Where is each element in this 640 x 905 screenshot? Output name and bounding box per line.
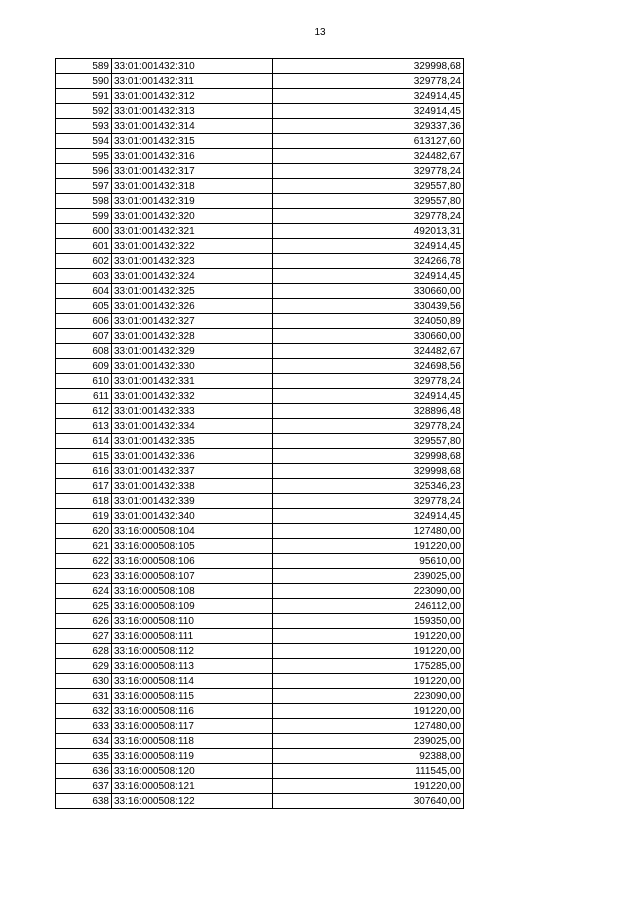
row-number: 630 <box>56 674 112 689</box>
table-row <box>56 254 464 269</box>
cadastral-value: 111545,00 <box>273 764 464 779</box>
table-row <box>56 104 464 119</box>
cadastral-number: 33:16:000508:105 <box>112 539 273 554</box>
cadastral-number: 33:16:000508:114 <box>112 674 273 689</box>
cadastral-value: 246112,00 <box>273 599 464 614</box>
row-number: 614 <box>56 434 112 449</box>
cadastral-value: 330439,56 <box>273 299 464 314</box>
cadastral-number: 33:01:001432:310 <box>112 59 273 74</box>
cadastral-number: 33:01:001432:338 <box>112 479 273 494</box>
row-number: 601 <box>56 239 112 254</box>
row-number: 615 <box>56 449 112 464</box>
row-number: 598 <box>56 194 112 209</box>
cadastral-value: 329778,24 <box>273 419 464 434</box>
row-number: 625 <box>56 599 112 614</box>
cadastral-value: 328896,48 <box>273 404 464 419</box>
table-row <box>56 134 464 149</box>
cadastral-value: 329557,80 <box>273 179 464 194</box>
row-number: 620 <box>56 524 112 539</box>
cadastral-value: 330660,00 <box>273 329 464 344</box>
table-row <box>56 734 464 749</box>
cadastral-number: 33:16:000508:118 <box>112 734 273 749</box>
cadastral-number: 33:01:001432:312 <box>112 89 273 104</box>
cadastral-number: 33:16:000508:120 <box>112 764 273 779</box>
row-number: 635 <box>56 749 112 764</box>
cadastral-number: 33:01:001432:319 <box>112 194 273 209</box>
row-number: 626 <box>56 614 112 629</box>
cadastral-number: 33:01:001432:326 <box>112 299 273 314</box>
table-row <box>56 629 464 644</box>
row-number: 616 <box>56 464 112 479</box>
cadastral-number: 33:01:001432:314 <box>112 119 273 134</box>
cadastral-value: 127480,00 <box>273 719 464 734</box>
cadastral-number: 33:01:001432:321 <box>112 224 273 239</box>
table-row <box>56 419 464 434</box>
row-number: 633 <box>56 719 112 734</box>
table-row <box>56 509 464 524</box>
row-number: 623 <box>56 569 112 584</box>
cadastral-number: 33:16:000508:121 <box>112 779 273 794</box>
cadastral-number: 33:01:001432:331 <box>112 374 273 389</box>
cadastral-value: 329778,24 <box>273 74 464 89</box>
cadastral-value: 191220,00 <box>273 539 464 554</box>
cadastral-number: 33:01:001432:313 <box>112 104 273 119</box>
cadastral-number: 33:01:001432:340 <box>112 509 273 524</box>
table-row <box>56 194 464 209</box>
cadastral-number: 33:01:001432:328 <box>112 329 273 344</box>
table-row <box>56 59 464 74</box>
table-body <box>56 59 464 809</box>
row-number: 634 <box>56 734 112 749</box>
cadastral-value: 613127,60 <box>273 134 464 149</box>
cadastral-value: 329998,68 <box>273 464 464 479</box>
cadastral-number: 33:01:001432:334 <box>112 419 273 434</box>
table-row <box>56 434 464 449</box>
cadastral-number: 33:01:001432:315 <box>112 134 273 149</box>
cadastral-number: 33:16:000508:104 <box>112 524 273 539</box>
cadastral-value: 239025,00 <box>273 569 464 584</box>
row-number: 608 <box>56 344 112 359</box>
cadastral-value: 175285,00 <box>273 659 464 674</box>
page-number: 13 <box>314 27 326 38</box>
cadastral-number: 33:01:001432:339 <box>112 494 273 509</box>
cadastral-value: 324266,78 <box>273 254 464 269</box>
cadastral-number: 33:01:001432:316 <box>112 149 273 164</box>
table-row <box>56 179 464 194</box>
cadastral-number: 33:01:001432:318 <box>112 179 273 194</box>
cadastral-number: 33:16:000508:113 <box>112 659 273 674</box>
cadastral-value: 324482,67 <box>273 149 464 164</box>
cadastral-number: 33:01:001432:324 <box>112 269 273 284</box>
cadastral-number: 33:16:000508:110 <box>112 614 273 629</box>
cadastral-number: 33:01:001432:335 <box>112 434 273 449</box>
cadastral-value: 329337,36 <box>273 119 464 134</box>
table-row <box>56 764 464 779</box>
cadastral-value: 329778,24 <box>273 209 464 224</box>
cadastral-value: 324482,67 <box>273 344 464 359</box>
row-number: 602 <box>56 254 112 269</box>
table-row <box>56 344 464 359</box>
cadastral-value: 159350,00 <box>273 614 464 629</box>
cadastral-value: 92388,00 <box>273 749 464 764</box>
row-number: 604 <box>56 284 112 299</box>
row-number: 594 <box>56 134 112 149</box>
cadastral-value: 329778,24 <box>273 374 464 389</box>
row-number: 632 <box>56 704 112 719</box>
table-row <box>56 209 464 224</box>
cadastral-number: 33:01:001432:336 <box>112 449 273 464</box>
table-row <box>56 659 464 674</box>
table-row <box>56 494 464 509</box>
table-row <box>56 599 464 614</box>
cadastral-number: 33:01:001432:329 <box>112 344 273 359</box>
row-number: 631 <box>56 689 112 704</box>
table-row <box>56 779 464 794</box>
row-number: 607 <box>56 329 112 344</box>
cadastral-value: 325346,23 <box>273 479 464 494</box>
cadastral-value: 324914,45 <box>273 89 464 104</box>
row-number: 618 <box>56 494 112 509</box>
cadastral-number: 33:16:000508:106 <box>112 554 273 569</box>
row-number: 610 <box>56 374 112 389</box>
cadastral-number: 33:16:000508:108 <box>112 584 273 599</box>
cadastral-value: 191220,00 <box>273 674 464 689</box>
table-row <box>56 749 464 764</box>
cadastral-value: 191220,00 <box>273 704 464 719</box>
cadastral-number: 33:01:001432:311 <box>112 74 273 89</box>
row-number: 622 <box>56 554 112 569</box>
cadastral-value: 239025,00 <box>273 734 464 749</box>
table-row <box>56 464 464 479</box>
cadastral-number: 33:01:001432:330 <box>112 359 273 374</box>
cadastral-number: 33:01:001432:332 <box>112 389 273 404</box>
table-row <box>56 239 464 254</box>
row-number: 628 <box>56 644 112 659</box>
cadastral-number: 33:01:001432:337 <box>112 464 273 479</box>
cadastral-number: 33:16:000508:119 <box>112 749 273 764</box>
row-number: 637 <box>56 779 112 794</box>
table-row <box>56 329 464 344</box>
cadastral-value: 191220,00 <box>273 644 464 659</box>
cadastral-value: 95610,00 <box>273 554 464 569</box>
cadastral-value: 329778,24 <box>273 494 464 509</box>
cadastral-number: 33:16:000508:112 <box>112 644 273 659</box>
cadastral-number: 33:01:001432:333 <box>112 404 273 419</box>
cadastral-value: 329778,24 <box>273 164 464 179</box>
row-number: 592 <box>56 104 112 119</box>
table-row <box>56 524 464 539</box>
table-row <box>56 674 464 689</box>
row-number: 612 <box>56 404 112 419</box>
table-row <box>56 539 464 554</box>
cadastral-value: 330660,00 <box>273 284 464 299</box>
table-row <box>56 164 464 179</box>
cadastral-value: 324914,45 <box>273 239 464 254</box>
table-row <box>56 569 464 584</box>
row-number: 619 <box>56 509 112 524</box>
row-number: 611 <box>56 389 112 404</box>
cadastral-value: 127480,00 <box>273 524 464 539</box>
cadastral-value: 223090,00 <box>273 584 464 599</box>
cadastral-value: 329998,68 <box>273 59 464 74</box>
table-row <box>56 119 464 134</box>
table-row <box>56 584 464 599</box>
cadastral-number: 33:16:000508:122 <box>112 794 273 809</box>
cadastral-value: 329557,80 <box>273 194 464 209</box>
row-number: 597 <box>56 179 112 194</box>
cadastral-value: 324914,45 <box>273 269 464 284</box>
cadastral-number: 33:16:000508:117 <box>112 719 273 734</box>
row-number: 617 <box>56 479 112 494</box>
table-row <box>56 389 464 404</box>
cadastral-number: 33:16:000508:115 <box>112 689 273 704</box>
table-row <box>56 299 464 314</box>
row-number: 613 <box>56 419 112 434</box>
table-row <box>56 404 464 419</box>
table-row <box>56 554 464 569</box>
row-number: 606 <box>56 314 112 329</box>
row-number: 600 <box>56 224 112 239</box>
cadastral-value: 324698,56 <box>273 359 464 374</box>
cadastral-value: 492013,31 <box>273 224 464 239</box>
cadastral-value: 324050,89 <box>273 314 464 329</box>
row-number: 636 <box>56 764 112 779</box>
cadastral-value: 329998,68 <box>273 449 464 464</box>
table-row <box>56 149 464 164</box>
cadastral-number: 33:01:001432:323 <box>112 254 273 269</box>
cadastral-value: 329557,80 <box>273 434 464 449</box>
cadastral-number: 33:01:001432:327 <box>112 314 273 329</box>
cadastral-number: 33:01:001432:320 <box>112 209 273 224</box>
cadastral-number: 33:16:000508:116 <box>112 704 273 719</box>
table-row <box>56 644 464 659</box>
row-number: 596 <box>56 164 112 179</box>
cadastral-number: 33:16:000508:111 <box>112 629 273 644</box>
table-row <box>56 614 464 629</box>
cadastral-value: 223090,00 <box>273 689 464 704</box>
cadastral-number: 33:16:000508:109 <box>112 599 273 614</box>
table-row <box>56 224 464 239</box>
row-number: 624 <box>56 584 112 599</box>
table-row <box>56 449 464 464</box>
cadastral-value: 324914,45 <box>273 389 464 404</box>
table-row <box>56 314 464 329</box>
table-row <box>56 89 464 104</box>
table-row <box>56 374 464 389</box>
cadastral-number: 33:01:001432:322 <box>112 239 273 254</box>
table-row <box>56 719 464 734</box>
cadastral-value: 324914,45 <box>273 509 464 524</box>
table-row <box>56 284 464 299</box>
cadastral-value: 307640,00 <box>273 794 464 809</box>
row-number: 591 <box>56 89 112 104</box>
table-row <box>56 359 464 374</box>
cadastral-number: 33:16:000508:107 <box>112 569 273 584</box>
row-number: 638 <box>56 794 112 809</box>
row-number: 589 <box>56 59 112 74</box>
table-row <box>56 269 464 284</box>
row-number: 609 <box>56 359 112 374</box>
table-row <box>56 689 464 704</box>
row-number: 593 <box>56 119 112 134</box>
row-number: 595 <box>56 149 112 164</box>
row-number: 605 <box>56 299 112 314</box>
row-number: 621 <box>56 539 112 554</box>
row-number: 629 <box>56 659 112 674</box>
table-row <box>56 794 464 809</box>
row-number: 603 <box>56 269 112 284</box>
table-row <box>56 704 464 719</box>
row-number: 627 <box>56 629 112 644</box>
cadastral-value: 191220,00 <box>273 629 464 644</box>
cadastral-value: 191220,00 <box>273 779 464 794</box>
cadastral-number: 33:01:001432:325 <box>112 284 273 299</box>
cadastral-value-table <box>55 58 464 809</box>
row-number: 599 <box>56 209 112 224</box>
table-row <box>56 479 464 494</box>
table-row <box>56 74 464 89</box>
cadastral-value: 324914,45 <box>273 104 464 119</box>
row-number: 590 <box>56 74 112 89</box>
cadastral-number: 33:01:001432:317 <box>112 164 273 179</box>
